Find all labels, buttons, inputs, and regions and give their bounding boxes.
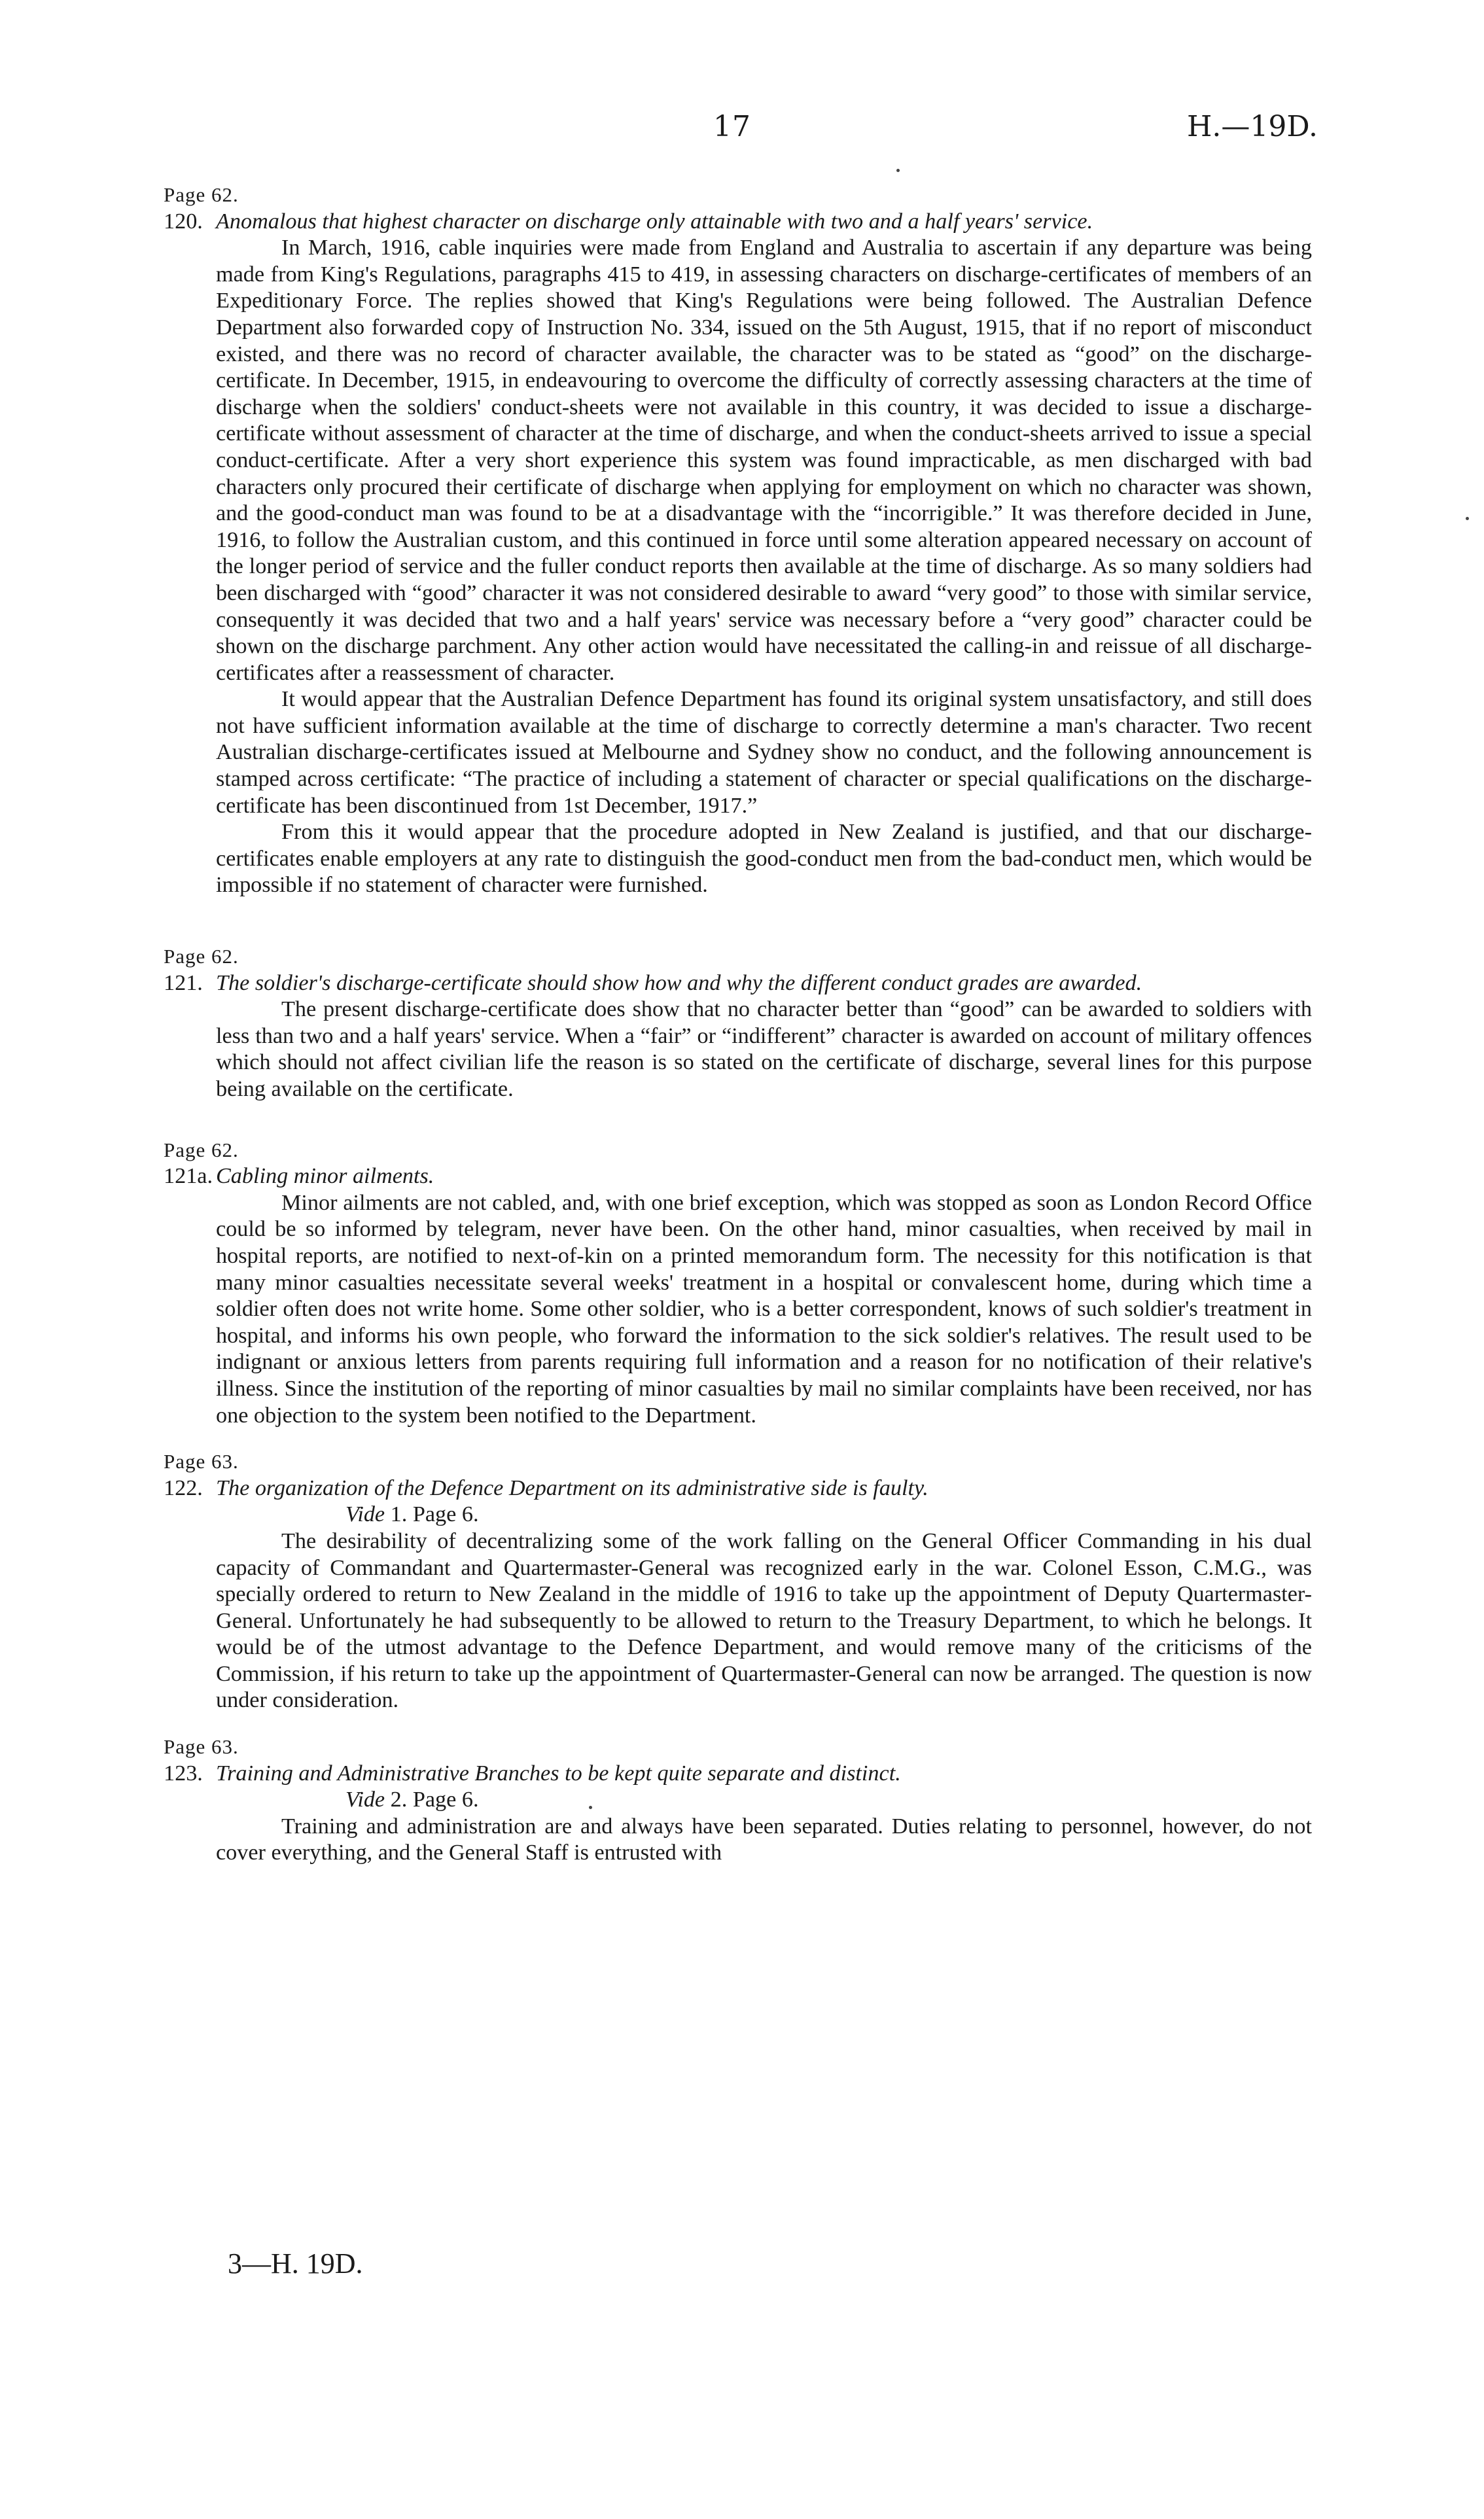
section-heading [164,1475,1312,1502]
vide-reference [164,1502,1312,1528]
section-heading [164,1761,1312,1788]
section-page-ref: Page 63. [164,1450,239,1473]
section-number: 121a. [164,1164,213,1189]
section-page-ref: Page 62. [164,1138,239,1161]
section-121a [164,1137,1312,1430]
section-page-ref: Page 62. [164,945,239,968]
section-number: 123. [164,1761,203,1786]
section-body [164,1814,1312,1867]
section-title: The organization of the Defence Department on its administrative side is faulty. [216,1475,928,1500]
section-title: Anomalous that highest character on discharge only attainable with two and a half years' service. [216,209,1093,234]
section-number: 122. [164,1475,203,1500]
section-120 [164,182,1312,899]
vide-ref: 2. Page 6. [390,1788,479,1812]
section-title: Training and Administrative Branches to be kept quite separate and distinct. [216,1761,901,1786]
document-code: H.—19D. [1187,110,1318,143]
section-body [164,235,1312,899]
vide-label: Vide [345,1502,385,1527]
section-number: 121. [164,970,203,995]
section-body [164,996,1312,1102]
section-heading [164,1163,1312,1190]
section-number: 120. [164,209,203,234]
section-121 [164,943,1312,1103]
paragraph: The desirability of decentralizing some of the work falling on the General Officer Commanding in his dual capacity of Commandant and Quartermaster-General was recognized early in the war. Colonel Esson, C.M.G., was specially ordered to return to New Zealand in the middle of 1916 to take up the appointment of Deputy Quartermaster-General. Unfortunately he had subsequently to be allowed to return to the Treasury Department, to which he belongs. It would be of the utmost advantage to the Defence Department, and would remove many of the criticisms of the Commission, if his return to take up the appointment of Quartermaster-General can now be arranged. The question is now under consideration. [216,1528,1312,1713]
section-122 [164,1449,1312,1714]
paragraph: It would appear that the Australian Defence Department has found its original system unsatisfactory, and still does not have sufficient information available at the time of discharge to correctly determine a man's character. Two recent Australian discharge-certificates issued at Melbourne and Sydney show no conduct, and the following announcement is stamped across certificate: “The practice of including a statement of character or special qualifications on the discharge-certificate has been discontinued from 1st December, 1917.” [216,687,1312,818]
section-page-ref: Page 63. [164,1735,239,1759]
paragraph: From this it would appear that the procedure adopted in New Zealand is justified, and that our discharge-certificates enable employers at any rate to distinguish the good-conduct men from the bad-conduct men, which would be impossible if no statement of character were furnished. [216,820,1312,898]
section-heading [164,970,1312,997]
vide-ref: 1. Page 6. [390,1502,479,1527]
section-body [164,1528,1312,1714]
section-title: The soldier's discharge-certificate should show how and why the different conduct grades are awarded. [216,970,1142,995]
paragraph: Training and administration are and always have been separated. Duties relating to personnel, however, do not cover everything, and the General Staff is entrusted with [216,1814,1312,1865]
section-page-ref: Page 62. [164,183,239,206]
paragraph: In March, 1916, cable inquiries were made from England and Australia to ascertain if any departure was being made from King's Regulations, paragraphs 415 to 419, in assessing characters on discharge-certificates of members of an Expeditionary Force. The replies showed that King's Regulations were being followed. The Australian Defence Department also forwarded copy of Instruction No. 334, issued on the 5th August, 1915, that if no report of misconduct existed, and there was no record of character available, the character was to be stated as “good” on the discharge-certificate. In December, 1915, in endeavouring to overcome the difficulty of correctly assessing characters at the time of discharge when the soldiers' conduct-sheets were not available in this country, it was decided to issue a discharge-certificate without assessment of character at the time of discharge, and when the conduct-sheets arrived to issue a special conduct-certificate. After a very short experience this system was found impracticable, as men discharged with bad characters only procured their certificate of discharge when applying for employment on which no character was shown, and the good-conduct man was found to be at a disadvantage with the “incorrigible.” It was therefore decided in June, 1916, to follow the Australian custom, and this continued in force until some alteration appeared necessary on account of the longer period of service and the fuller conduct reports then available at the time of discharge. As so many soldiers had been discharged with “good” character it was not considered desirable to award “very good” to those with similar service, consequently it was decided that two and a half years' service was necessary before a “very good” character could be shown on the discharge parchment. Any other action would have necessitated the calling-in and reissue of all discharge-certificates after a reassessment of character. [216,236,1312,685]
paragraph: Minor ailments are not cabled, and, with one brief exception, which was stopped as soon as London Record Office could be so informed by telegram, never have been. On the other hand, minor casualties, when received by mail in hospital reports, are notified to next-of-kin on a printed memorandum form. The necessity for this notification is that many minor casualties necessitate several weeks' treatment in a hospital or convalescent home, during which time a soldier often does not write home. Some other soldier, who is a better correspondent, knows of such soldier's treatment in hospital, and informs his own people, who forward the information to the sick soldier's relatives. The result used to be indignant or anxious letters from parents requiring full information and a reason for no notification of their relative's illness. Since the institution of the reporting of minor casualties by mail no similar complaints have been received, nor has one objection to the system been notified to the Department. [216,1190,1312,1428]
section-body [164,1190,1312,1429]
vide-label: Vide [345,1788,385,1812]
margin-dot [896,169,900,172]
vide-reference [164,1787,1312,1814]
section-title: Cabling minor ailments. [216,1164,434,1189]
paragraph: The present discharge-certificate does show that no character better than “good” can be awarded to soldiers with less than two and a half years' service. When a “fair” or “indifferent” character is awarded on account of military offences which should not affect civilian life the reason is so stated on the certificate of discharge, several lines for this purpose being available on the certificate. [216,997,1312,1101]
section-heading [164,209,1312,236]
section-123 [164,1734,1312,1867]
margin-dot [1466,517,1469,520]
document-body [164,182,1312,1867]
page-number: 17 [713,110,751,143]
footer-signature: 3—H. 19D. [228,2247,363,2280]
